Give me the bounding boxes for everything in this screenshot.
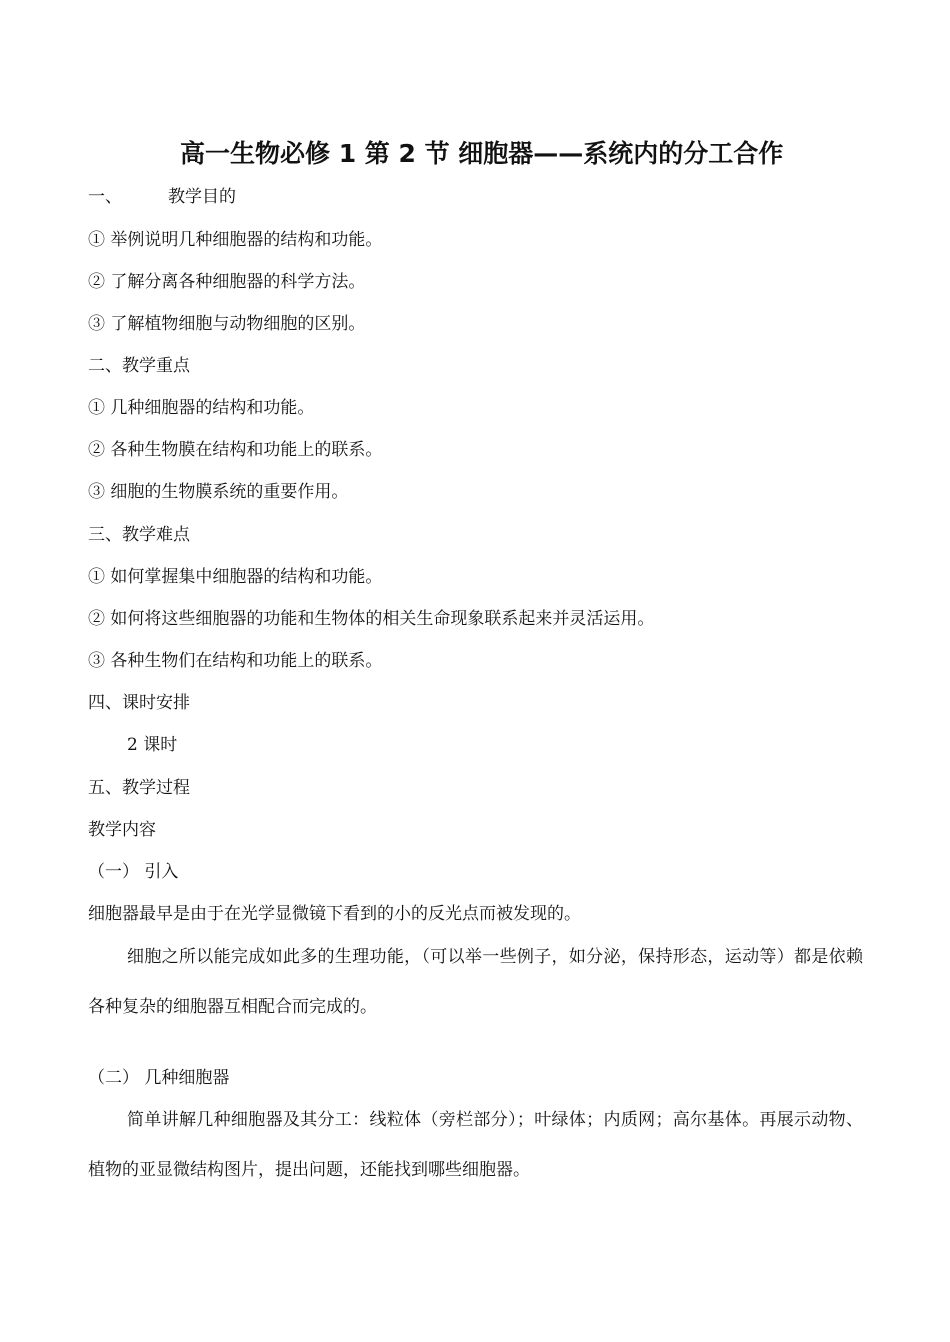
section-5-heading: 五、教学过程 bbox=[88, 778, 190, 798]
section-4-content: 2 课时 bbox=[127, 735, 178, 755]
section-1-item: ① 举例说明几种细胞器的结构和功能。 bbox=[88, 230, 383, 250]
section-2-item: ① 几种细胞器的结构和功能。 bbox=[88, 398, 315, 418]
section-3-item: ② 如何将这些细胞器的功能和生物体的相关生命现象联系起来并灵活运用。 bbox=[88, 609, 655, 629]
part-2-paragraph: 简单讲解几种细胞器及其分工：线粒体（旁栏部分）；叶绿体；内质网；高尔基体。再展示动物、植物的亚显微结构图片，提出问题，还能找到哪些细胞器。 bbox=[88, 1110, 863, 1180]
section-1-title: 教学目的 bbox=[168, 187, 236, 207]
section-1-item: ③ 了解植物细胞与动物细胞的区别。 bbox=[88, 314, 366, 334]
section-1-item: ② 了解分离各种细胞器的科学方法。 bbox=[88, 272, 366, 292]
section-2-item: ③ 细胞的生物膜系统的重要作用。 bbox=[88, 482, 349, 502]
section-2-item: ② 各种生物膜在结构和功能上的联系。 bbox=[88, 440, 383, 460]
section-5-subheading: 教学内容 bbox=[88, 820, 156, 840]
section-4-heading: 四、课时安排 bbox=[88, 693, 190, 713]
section-3-heading: 三、教学难点 bbox=[88, 525, 190, 545]
section-2-heading: 二、教学重点 bbox=[88, 356, 190, 376]
part-1-text: 细胞器最早是由于在光学显微镜下看到的小的反光点而被发现的。 bbox=[88, 904, 581, 924]
part-1-paragraph: 细胞之所以能完成如此多的生理功能，（可以举一些例子，如分泌，保持形态，运动等）都是依赖各种复杂的细胞器互相配合而完成的。 bbox=[88, 947, 863, 1017]
section-3-item: ③ 各种生物们在结构和功能上的联系。 bbox=[88, 651, 383, 671]
section-3-item: ① 如何掌握集中细胞器的结构和功能。 bbox=[88, 567, 383, 587]
part-1-heading: （一） 引入 bbox=[88, 862, 179, 882]
document-title: 高一生物必修 1 第 2 节 细胞器——系统内的分工合作 bbox=[180, 139, 784, 168]
section-1-number: 一、 bbox=[88, 187, 122, 207]
part-2-heading: （二） 几种细胞器 bbox=[88, 1068, 230, 1088]
section-1-heading bbox=[88, 186, 236, 208]
